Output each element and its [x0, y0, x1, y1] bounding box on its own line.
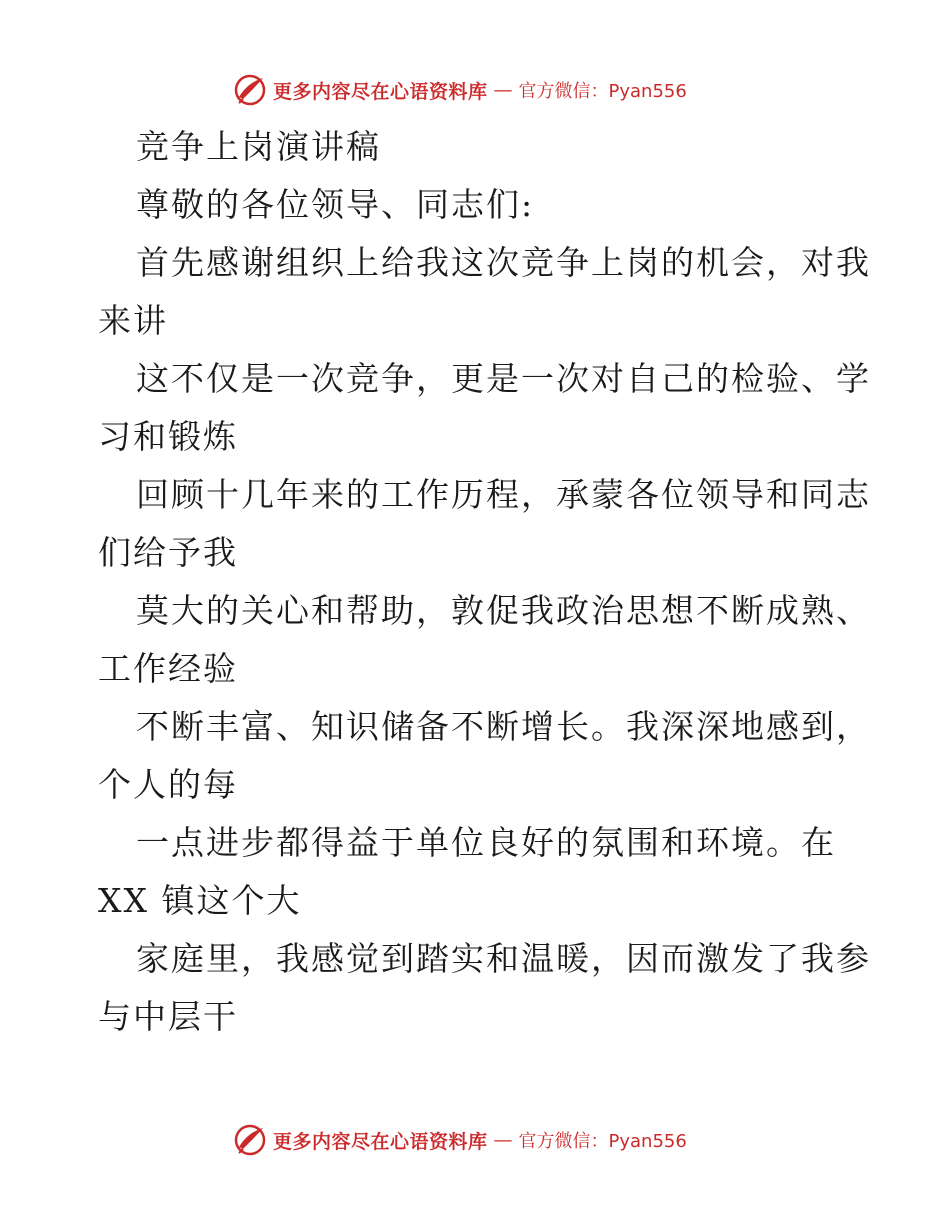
paragraph-line: 工作经验 — [98, 649, 238, 688]
paragraph-line: 不断丰富、知识储备不断增长。我深深地感到， — [136, 707, 871, 746]
footer-banner — [233, 1122, 687, 1158]
footer-banner-text: 更多内容尽在心语资料库 — [273, 1130, 488, 1153]
footer-banner-wechat: 官方微信：Pyan556 — [518, 1131, 687, 1152]
paragraph-line: 这不仅是一次竞争，更是一次对自己的检验、学 — [136, 359, 871, 398]
paragraph-line: 家庭里，我感觉到踏实和温暖，因而激发了我参 — [136, 939, 871, 978]
header-banner-separator: — — [493, 79, 513, 101]
document-body — [98, 118, 871, 1046]
header-banner-text: 更多内容尽在心语资料库 — [273, 80, 488, 103]
paragraph-line: 习和锻炼 — [98, 417, 238, 456]
paragraph-line: XX 镇这个大 — [98, 881, 302, 920]
paragraph-line: 与中层干 — [98, 997, 238, 1036]
quill-logo-icon — [233, 73, 267, 107]
paragraph-line: 首先感谢组织上给我这次竞争上岗的机会，对我 — [136, 243, 871, 282]
paragraph-line: 回顾十几年来的工作历程，承蒙各位领导和同志 — [136, 475, 871, 514]
paragraph-line: 一点进步都得益于单位良好的氛围和环境。在 — [136, 823, 836, 862]
paragraph-line: 来讲 — [98, 301, 168, 340]
salutation: 尊敬的各位领导、同志们: — [136, 185, 535, 224]
paragraph-line: 们给予我 — [98, 533, 238, 572]
footer-banner-separator: — — [493, 1129, 513, 1151]
paragraph-line: 莫大的关心和帮助，敦促我政治思想不断成熟、 — [136, 591, 871, 630]
quill-logo-icon — [233, 1123, 267, 1157]
header-banner-wechat: 官方微信：Pyan556 — [518, 81, 687, 102]
paragraph-line: 个人的每 — [98, 765, 238, 804]
header-banner — [233, 72, 687, 108]
document-title: 竞争上岗演讲稿 — [136, 127, 381, 166]
